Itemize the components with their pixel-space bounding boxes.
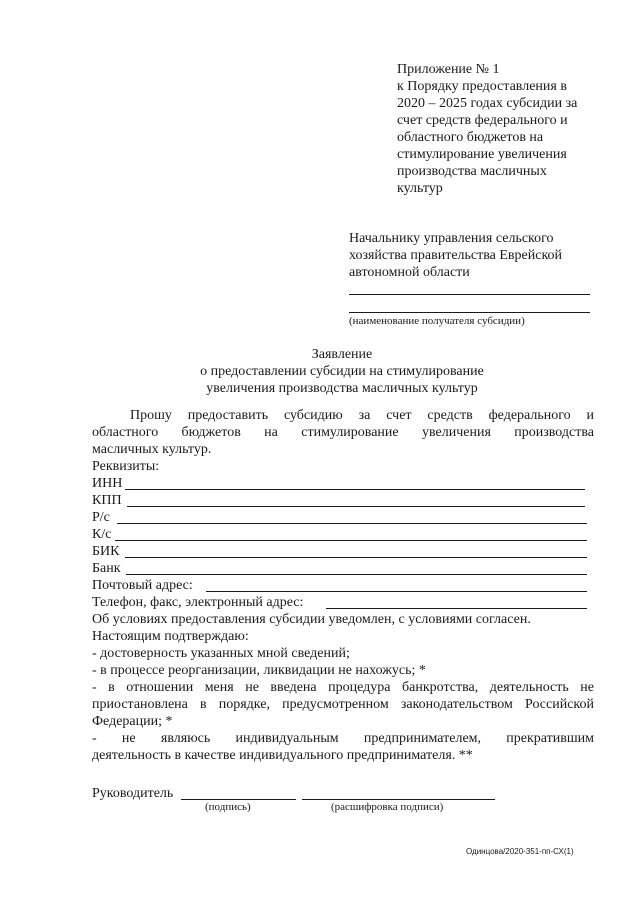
- appendix-line: Приложение № 1: [397, 62, 500, 77]
- title-line: о предоставлении субсидии на стимулирование: [200, 364, 484, 379]
- request-line: Прошу предоставить субсидию за счет средств федерального и: [130, 408, 594, 423]
- confirm-item: Федерации; *: [92, 714, 173, 729]
- signature-decode-line[interactable]: [302, 799, 495, 800]
- kpp-input-line[interactable]: [127, 506, 585, 507]
- rs-input-line[interactable]: [117, 523, 587, 524]
- appendix-line: счет средств федерального и: [397, 113, 568, 128]
- bik-field: [92, 543, 588, 560]
- inn-input-line[interactable]: [125, 489, 585, 490]
- addressee-line: хозяйства правительства Еврейской: [349, 248, 563, 263]
- confirm-item: - не являюсь индивидуальным предпринимателем, прекратившим: [92, 731, 594, 746]
- confirm-item: приостановлена в порядке, предусмотренном законодательством Российской: [92, 697, 594, 712]
- request-line: масличных культур.: [92, 442, 212, 457]
- ks-input-line[interactable]: [115, 540, 587, 541]
- signature-caption: (подпись): [205, 801, 251, 813]
- postal-address-label: Почтовый адрес:: [92, 578, 193, 593]
- appendix-line: производства масличных: [397, 164, 547, 179]
- confirm-item: деятельность в качестве индивидуального предпринимателя. **: [92, 748, 473, 763]
- ks-field: [92, 526, 588, 543]
- requisites-heading: Реквизиты:: [92, 459, 160, 474]
- appendix-line: 2020 – 2025 годах субсидии за: [397, 96, 578, 111]
- appendix-line: стимулирование увеличения: [397, 147, 567, 162]
- rs-label: Р/с: [92, 510, 110, 525]
- confirm-item: - в процессе реорганизации, ликвидации не нахожусь; *: [92, 663, 426, 678]
- title-line: Заявление: [311, 347, 373, 362]
- recipient-name-line-2[interactable]: [349, 312, 590, 313]
- head-label: Руководитель: [92, 786, 174, 801]
- bank-label: Банк: [92, 561, 121, 576]
- inn-field: [92, 475, 588, 492]
- contacts-label: Телефон, факс, электронный адрес:: [92, 595, 304, 610]
- title-line: увеличения производства масличных культур: [206, 381, 478, 396]
- appendix-line: областного бюджетов на: [397, 130, 544, 145]
- kpp-label: КПП: [92, 493, 122, 508]
- document-code: Одинцова/2020-351-пп-СХ(1): [466, 847, 574, 856]
- addressee-line: Начальнику управления сельского: [349, 231, 554, 246]
- recipient-name-line-1[interactable]: [349, 294, 590, 295]
- request-line: областного бюджетов на стимулирование увеличения производства: [92, 425, 594, 440]
- bik-input-line[interactable]: [125, 557, 587, 558]
- signature-line[interactable]: [181, 799, 296, 800]
- postal-address-field: [92, 577, 588, 594]
- appendix-line: культур: [397, 181, 443, 196]
- contacts-field: [92, 594, 588, 611]
- appendix-line: к Порядку предоставления в: [397, 79, 567, 94]
- bik-label: БИК: [92, 544, 120, 559]
- kpp-field: [92, 492, 588, 509]
- postal-address-input-line[interactable]: [206, 591, 587, 592]
- inn-label: ИНН: [92, 476, 123, 491]
- signature-decode-caption: (расшифровка подписи): [331, 801, 444, 813]
- recipient-caption: (наименование получателя субсидии): [349, 315, 525, 327]
- addressee-line: автономной области: [349, 265, 470, 280]
- conditions-text: Об условиях предоставления субсидии уведомлен, с условиями согласен.: [92, 612, 531, 627]
- bank-input-line[interactable]: [126, 574, 587, 575]
- confirm-item: - в отношении меня не введена процедура банкротства, деятельность не: [92, 680, 594, 695]
- contacts-input-line[interactable]: [326, 608, 587, 609]
- rs-field: [92, 509, 588, 526]
- bank-field: [92, 560, 588, 577]
- confirm-item: - достоверность указанных мной сведений;: [92, 646, 350, 661]
- confirm-intro: Настоящим подтверждаю:: [92, 629, 249, 644]
- ks-label: К/с: [92, 527, 112, 542]
